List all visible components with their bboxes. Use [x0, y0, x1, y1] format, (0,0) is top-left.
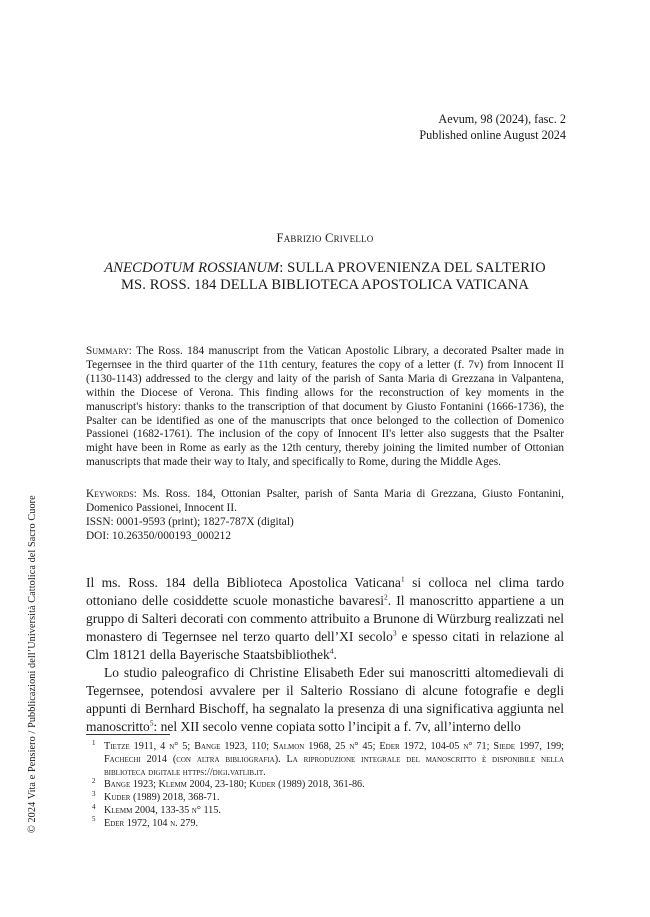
title-italic: ANECDOTUM ROSSIANUM: [104, 260, 280, 276]
footnote-1: 1 Tietze 1911, 4 n° 5; Bange 1923, 110; Salmon 1968, 25 n° 45; Eder 1972, 104-05 n° 71; Siede 1997, 199; Fachechi 2014 (con altra bibliografia). La riproduzione integrale del manoscritto è disponibile nella biblioteca digitale https://digi.vatlib.it.: [92, 738, 564, 778]
keywords-block: [86, 488, 564, 544]
abstract-label: Summary:: [86, 345, 132, 357]
footnote-ref-2[interactable]: 2: [384, 592, 388, 602]
footnote-ref-4[interactable]: 4: [329, 646, 334, 656]
main-text: [86, 574, 564, 736]
footnote-3: 3 Kuder (1989) 2018, 368-71.: [92, 789, 220, 804]
footnote-ref-3[interactable]: 3: [392, 628, 397, 638]
footnote-ref-5[interactable]: 5: [149, 718, 154, 728]
publication-date: Published online August 2024: [419, 127, 566, 142]
issn: ISSN: 0001-9593 (print); 1827-787X (digital): [86, 515, 294, 528]
footnote-ref-1[interactable]: 1: [400, 574, 405, 584]
footnotes: [86, 738, 564, 831]
title-line1: : SULLA PROVENIENZA DEL SALTERIO: [279, 260, 546, 276]
journal-header: [419, 112, 566, 143]
copyright-sidenote: © 2024 Vita e Pensiero / Pubblicazioni dell’Università Cattolica del Sacro Cuore: [27, 495, 38, 833]
abstract-text: The Ross. 184 manuscript from the Vatican Apostolic Library, a decorated Psalter made in Tegernsee in the third quarter of the 11th century, features the copy of a letter (f. 7v) from Innocent II (1130-1143) addressed to the clergy and laity of the parish of Santa Maria di Grezzana in Valpantena, within the Diocese of Verona. This finding allows for the reconstruction of key moments in the manuscript's history: thanks to the transcription of that document by Giusto Fontanini (1666-1736), the Psalter can be identified as one of the manuscripts that once belonged to the collection of Domenico Passionei (1682-1761). The inclusion of the copy of Innocent II's letter also suggests that the Psalter might have been in Rome as early as the 12th century, thereby joining the limited number of Ottonian manuscripts that made their way to Italy, and specifically to Rome, during the Middle Ages.: [86, 345, 564, 469]
abstract: [86, 345, 564, 470]
footnote-5: 5 Eder 1972, 104 n. 279.: [92, 815, 199, 829]
paragraph-1: Il ms. Ross. 184 della Biblioteca Apostolica Vaticana$^1$ si colloca nel clima tardo ottoniano delle cosiddette scuole monastiche bavaresi$^2$. Il manoscritto appartiene a un gruppo di Salteri decorati con commento attribuito a Brunone di Würzburg realizzati nel monastero di Tegernsee nel terzo quarto dell’XI secolo$^3$ e spesso citati in relazione al Clm 18121 della Bayerische Staatsbibliothek$^4$.: [86, 574, 564, 662]
title-line2: MS. ROSS. 184 DELLA BIBLIOTECA APOSTOLICA VATICANA: [120, 277, 529, 293]
footnote-4: 4 Klemm 2004, 133-35 n° 115.: [92, 802, 221, 816]
article-title: [0, 260, 650, 294]
footnote-divider: [86, 734, 170, 735]
journal-citation: Aevum, 98 (2024), fasc. 2: [438, 112, 566, 126]
keywords-label: Keywords:: [86, 488, 137, 500]
keywords-text: Ms. Ross. 184, Ottonian Psalter, parish of Santa Maria di Grezzana, Giusto Fontanini, Domenico Passionei, Innocent II.: [86, 488, 564, 514]
author-name: Fabrizio Crivello: [276, 231, 374, 245]
footnote-2: 2 Bange 1923; Klemm 2004, 23-180; Kuder (1989) 2018, 361-86.: [92, 777, 365, 791]
paragraph-2: Lo studio paleografico di Christine Elisabeth Eder sui manoscritti altomedievali di Tegernsee, potendosi avvalere per il Salterio Rossiano di alcune fotografie e degli appunti di Bernhard Bischoff, ha segnalato la presenza di una significativa aggiunta nel manoscritto$^5$: nel XII secolo venne copiata sotto l’incipit a f. 7v, all’interno dello: [86, 665, 564, 734]
doi: DOI: 10.26350/000193_000212: [86, 529, 231, 542]
